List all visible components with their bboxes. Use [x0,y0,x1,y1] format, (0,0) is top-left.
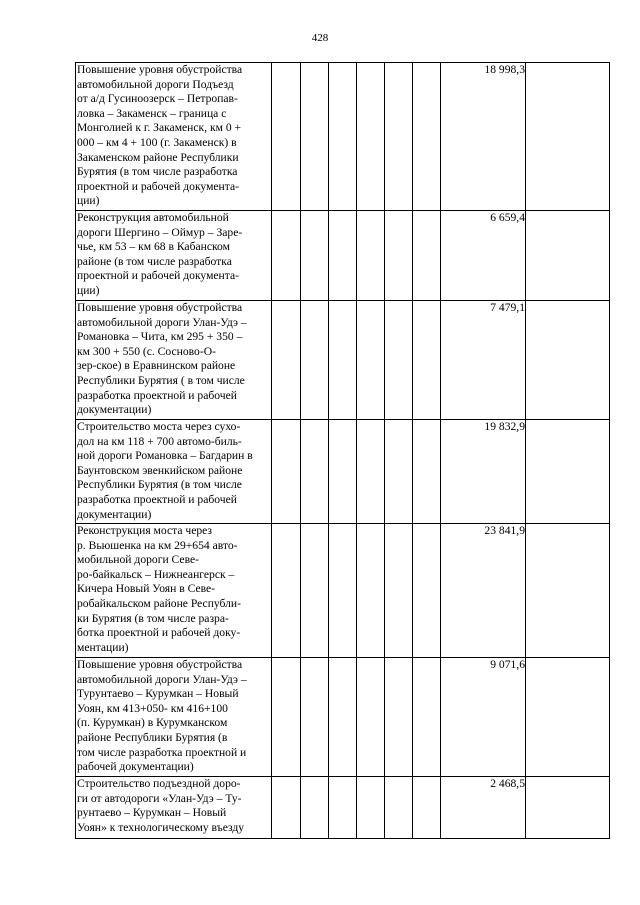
empty-cell [385,658,413,777]
row-description: Реконструкция моста через р. Вьюшенка на км 29+654 авто- мобильной дороги Севе- ро-байкальск – Нижнеангерск – Кичера Новый Уоян в Севе- робайкальском районе Республи- ки Бурятия (в том числе разра- ботка проектной и рабочей доку- ментации) [76,524,272,658]
table-row [76,420,610,524]
empty-cell [357,524,385,658]
empty-cell [301,301,329,420]
empty-cell [413,777,441,839]
row-description: Повышение уровня обустройства автомобильной дороги Улан-Удэ – Турунтаево – Курумкан – Новый Уоян, км 413+050- км 416+100 (п. Курумкан) в Курумканском районе Республики Бурятия (в том числе разработка проектной и рабочей документации) [76,658,272,777]
empty-cell [413,211,441,301]
row-description: Повышение уровня обустройства автомобильной дороги Улан-Удэ – Романовка – Чита, км 295 + 350 – км 300 + 550 (с. Сосново-О- зер-ское) в Еравнинском районе Республики Бурятия ( в том числе разработка проектной и рабочей документации) [76,301,272,420]
table-row [76,777,610,839]
empty-cell [329,777,357,839]
empty-cell [301,658,329,777]
row-amount: 6 659,4 [441,211,526,301]
empty-cell [272,658,301,777]
table-row [76,63,610,211]
empty-cell [413,524,441,658]
empty-cell [526,63,610,211]
empty-cell [272,777,301,839]
empty-cell [329,63,357,211]
empty-cell [526,420,610,524]
row-description: Реконструкция автомобильной дороги Шергино – Оймур – Заре- чье, км 53 – км 68 в Кабанском районе (в том числе разработка проектной и рабочей документа- ции) [76,211,272,301]
row-amount: 2 468,5 [441,777,526,839]
page-number: 428 [311,32,329,44]
empty-cell [329,301,357,420]
empty-cell [357,63,385,211]
empty-cell [526,301,610,420]
empty-cell [329,658,357,777]
empty-cell [385,211,413,301]
empty-cell [272,524,301,658]
row-amount: 7 479,1 [441,301,526,420]
empty-cell [301,777,329,839]
row-description: Строительство моста через сухо- дол на км 118 + 700 автомо-биль- ной дороги Романовка – Багдарин в Баунтовском эвенкийском районе Республики Бурятия (в том числе разработка проектной и рабочей документации) [76,420,272,524]
row-amount: 18 998,3 [441,63,526,211]
empty-cell [385,301,413,420]
empty-cell [329,420,357,524]
row-amount: 9 071,6 [441,658,526,777]
empty-cell [301,63,329,211]
table-row [76,211,610,301]
empty-cell [413,63,441,211]
empty-cell [272,420,301,524]
row-description: Строительство подъездной доро- ги от автодороги «Улан-Удэ – Ту- рунтаево – Курумкан – Новый Уоян» к технологическому въезду [76,777,272,839]
data-table [75,62,610,839]
empty-cell [357,777,385,839]
empty-cell [272,211,301,301]
table-row [76,301,610,420]
table-row [76,524,610,658]
empty-cell [385,524,413,658]
empty-cell [385,420,413,524]
row-amount: 19 832,9 [441,420,526,524]
row-amount: 23 841,9 [441,524,526,658]
row-description: Повышение уровня обустройства автомобильной дороги Подъезд от а/д Гусиноозерск – Петропав- ловка – Закаменск – граница с Монголией к г. Закаменск, км 0 + 000 – км 4 + 100 (г. Закаменск) в Закаменском районе Республики Бурятия (в том числе разработка проектной и рабочей документа- ции) [76,63,272,211]
empty-cell [526,524,610,658]
empty-cell [357,658,385,777]
empty-cell [526,658,610,777]
empty-cell [272,301,301,420]
empty-cell [385,777,413,839]
empty-cell [413,420,441,524]
empty-cell [301,211,329,301]
empty-cell [357,211,385,301]
empty-cell [272,63,301,211]
empty-cell [526,211,610,301]
empty-cell [357,420,385,524]
empty-cell [526,777,610,839]
empty-cell [329,524,357,658]
empty-cell [301,524,329,658]
empty-cell [413,301,441,420]
table-row [76,658,610,777]
empty-cell [301,420,329,524]
empty-cell [385,63,413,211]
empty-cell [413,658,441,777]
empty-cell [329,211,357,301]
empty-cell [357,301,385,420]
